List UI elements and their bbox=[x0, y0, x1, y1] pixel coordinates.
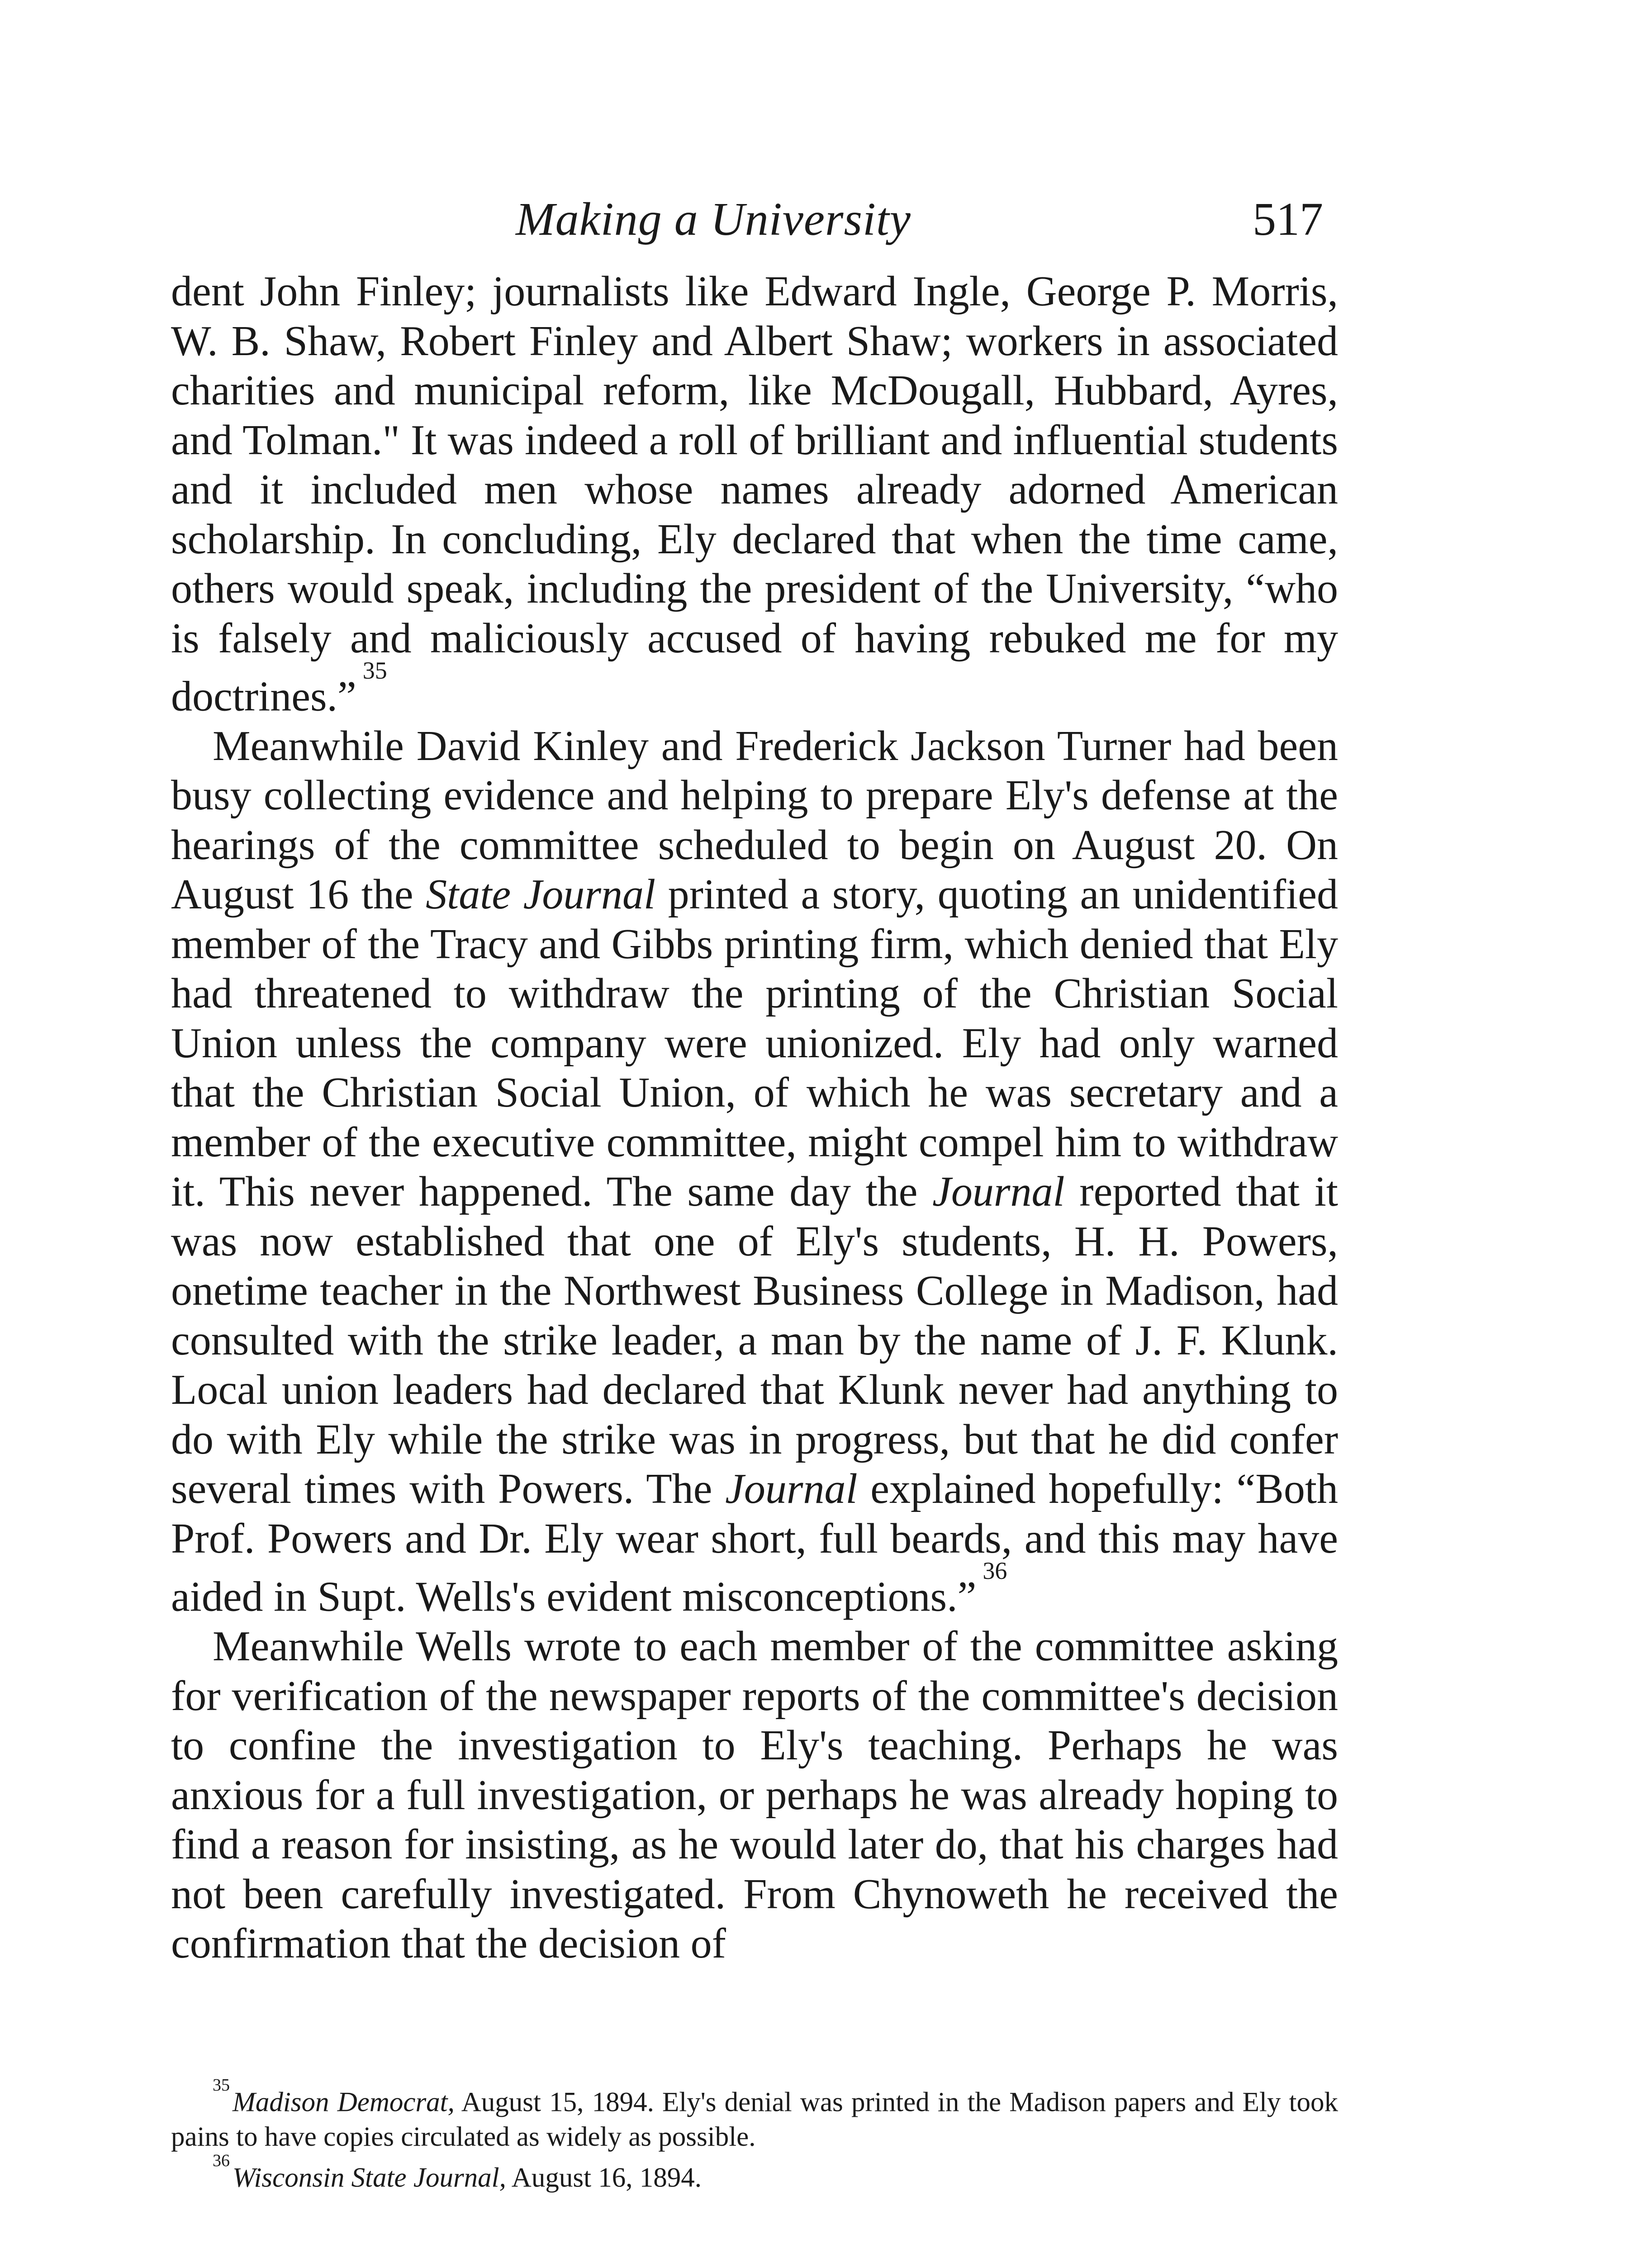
running-header bbox=[0, 188, 1652, 251]
footnote-mark: 36 bbox=[213, 2151, 230, 2171]
periodical-title: Journal bbox=[725, 1465, 858, 1513]
paragraph-text: Meanwhile David Kinley and Frederick Jackson Turner had been busy collecting evidence and helping to prepare Ely's defense at the hearings of the committee scheduled to begin on August 20. On August 16 the bbox=[171, 722, 1338, 918]
body-text bbox=[171, 267, 1338, 1969]
footnote-text: August 16, 1894. bbox=[506, 2162, 702, 2193]
periodical-title: State Journal bbox=[426, 871, 656, 918]
paragraph-1 bbox=[171, 267, 1338, 722]
paragraph-text: printed a story, quoting an unidentified member of the Tracy and Gibbs printing firm, which denied that Ely had threatened to withdraw the printing of the Christian Social Union unless the company were unionized. Ely had only warned that the Christian Social Union, of which he was secretary and a member of the executive committee, might compel him to withdraw it. This never happened. The same day the bbox=[171, 871, 1339, 1216]
footnote-reference: 36 bbox=[983, 1557, 1007, 1585]
footnote-text: August 15, 1894. Ely's denial was printed in the Madison papers and Ely took pains to have copies circulated as widely as possible. bbox=[171, 2087, 1338, 2153]
footnote-mark: 35 bbox=[213, 2076, 230, 2095]
periodical-title: Journal bbox=[932, 1168, 1065, 1216]
paragraph-text: explained hopefully: “Both Prof. Powers and Dr. Ely wear short, full beards, and this may have aided in Supt. Wells's evident misconceptions.” bbox=[171, 1465, 1338, 1620]
page-number: 517 bbox=[1253, 193, 1323, 245]
footnote-source: Wisconsin State Journal, bbox=[233, 2162, 506, 2193]
paragraph-text: Meanwhile Wells wrote to each member of the committee asking for verification of the newspaper reports of the committee's decision to confine the investigation to Ely's teaching. Perhaps he was anxious for a full investigation, or perhaps he was already hoping to find a reason for insisting, as he would later do, that his charges had not been carefully investigated. From Chynoweth he received the confirmation that the decision of bbox=[171, 1623, 1338, 1967]
paragraph-2 bbox=[171, 722, 1338, 1622]
paragraph-text: dent John Finley; journalists like Edward Ingle, George P. Morris, W. B. Shaw, Robert Finley and Albert Shaw; workers in associated charities and municipal reform, like McDougall, Hubbard, Ayres, and Tolman." It was indeed a roll of brilliant and influential students and it included men whose names already adorned American scholarship. In concluding, Ely declared that when the time came, others would speak, including the president of the University, “who is falsely and maliciously accused of having rebuked me for my doctrines.” bbox=[171, 268, 1338, 720]
footnote-36 bbox=[171, 2151, 1338, 2195]
footnotes bbox=[171, 2076, 1338, 2195]
footnote-35 bbox=[171, 2076, 1338, 2154]
paragraph-3 bbox=[171, 1622, 1338, 1969]
paragraph-text: reported that it was now established that one of Ely's students, H. H. Powers, onetime teacher in the Northwest Business College in Madison, had consulted with the strike leader, a man by the name of J. F. Klunk. Local union leaders had declared that Klunk never had anything to do with Ely while the strike was in progress, but that he did confer several times with Powers. The bbox=[171, 1168, 1338, 1513]
footnote-reference: 35 bbox=[362, 657, 387, 684]
running-title: Making a University bbox=[516, 193, 911, 245]
footnote-source: Madison Democrat, bbox=[233, 2087, 455, 2118]
